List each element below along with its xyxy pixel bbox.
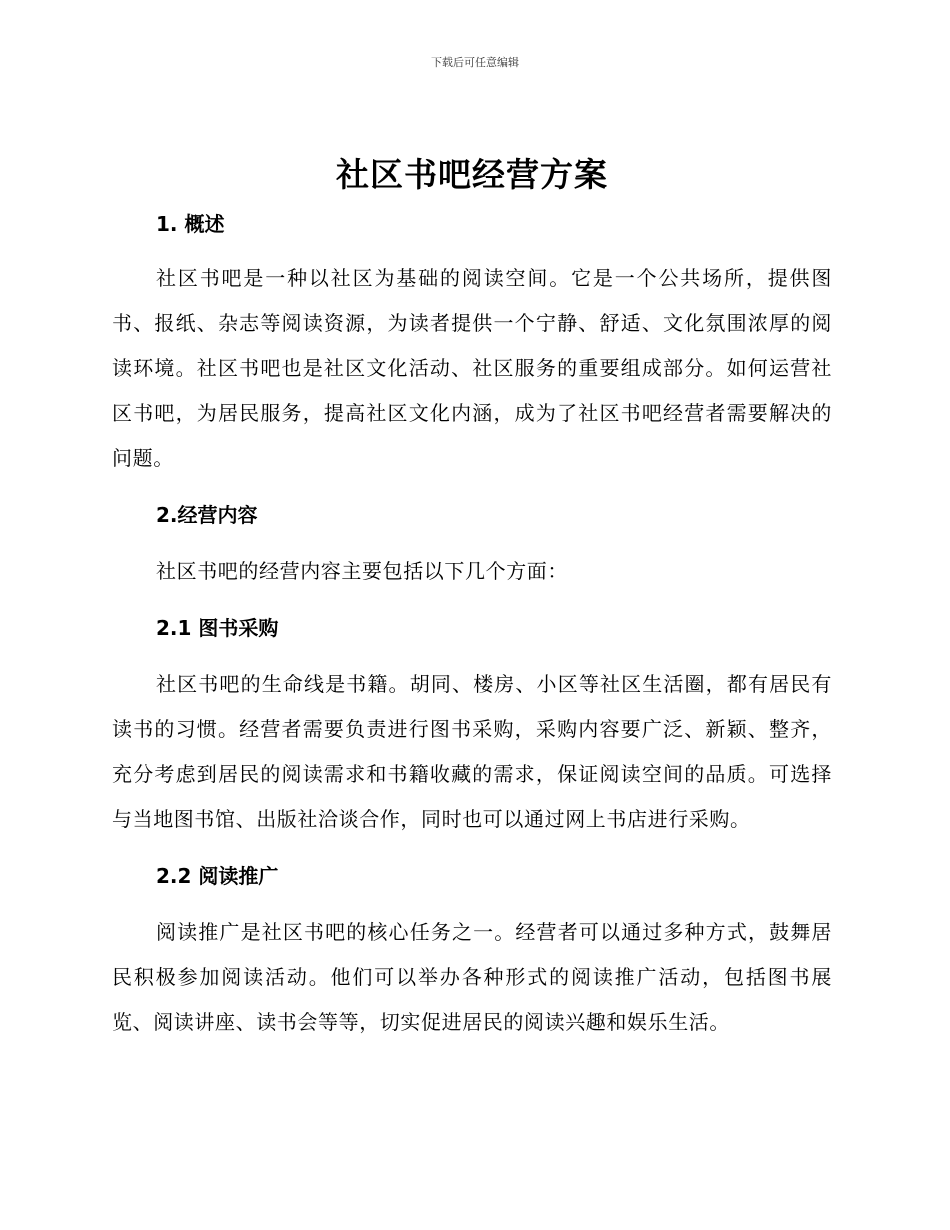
paragraph-business-content: 社区书吧的经营内容主要包括以下几个方面： <box>156 559 568 583</box>
paragraph-book-purchase: 社区书吧的生命线是书籍。胡同、楼房、小区等社区生活圈，都有居民有读书的习惯。经营者需要负责进行图书采购，采购内容要广泛、新颖、整齐，充分考虑到居民的阅读需求和书籍收藏的需求，保证阅读空间的品质。可选择与当地图书馆、出版社洽谈合作，同时也可以通过网上书店进行采购。 <box>112 672 832 831</box>
section-heading-business-content: 2.经营内容 <box>156 503 258 527</box>
section-heading-book-purchase: 2.1 图书采购 <box>156 616 279 640</box>
paragraph-overview: 社区书吧是一种以社区为基础的阅读空间。它是一个公共场所，提供图书、报纸、杂志等阅读资源，为读者提供一个宁静、舒适、文化氛围浓厚的阅读环境。社区书吧也是社区文化活动、社区服务的重要组成部分。如何运营社区书吧，为居民服务，提高社区文化内涵，成为了社区书吧经营者需要解决的问题。 <box>112 266 832 470</box>
section-heading-overview: 1. 概述 <box>156 212 225 236</box>
section-heading-reading-promotion: 2.2 阅读推广 <box>156 864 279 888</box>
header-note: 下载后可任意编辑 <box>431 56 519 69</box>
document-body <box>112 150 832 1045</box>
document-title: 社区书吧经营方案 <box>336 155 608 194</box>
paragraph-reading-promotion: 阅读推广是社区书吧的核心任务之一。经营者可以通过多种方式，鼓舞居民积极参加阅读活动。他们可以举办各种形式的阅读推广活动，包括图书展览、阅读讲座、读书会等等，切实促进居民的阅读兴趣和娱乐生活。 <box>112 920 832 1034</box>
